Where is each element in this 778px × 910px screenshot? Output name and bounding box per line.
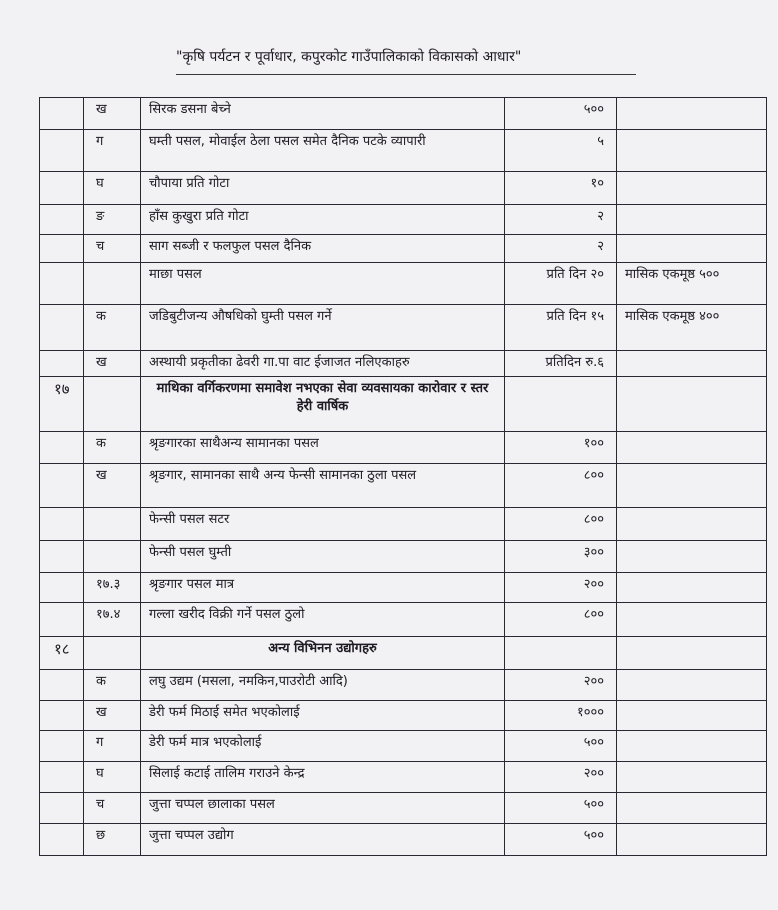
table-row [40,205,767,235]
rate-cell: २०० [505,573,617,603]
section-number-cell [40,432,84,464]
section-number-cell [40,762,84,793]
description-cell: फेन्सी पसल सटर [141,508,505,541]
sub-index-cell: घ [84,762,141,793]
description-cell: सिलाई कटाई तालिम गराउने केन्द्र [141,762,505,793]
note-cell [617,508,767,541]
fee-table-body [40,98,767,856]
description-cell: श्रृङगार, सामानका साथै अन्य फेन्सी सामानका ठुला पसल [141,464,505,508]
note-cell [617,637,767,670]
note-cell [617,670,767,701]
description-cell: जुत्ता चप्पल उद्योग [141,824,505,856]
section-number-cell: १७ [40,377,84,432]
rate-cell: ८०० [505,603,617,637]
note-cell: मासिक एकमूष्ठ ४०० [617,305,767,351]
table-row [40,305,767,351]
rate-cell: १०० [505,432,617,464]
sub-index-cell: ख [84,351,141,377]
sub-index-cell [84,541,141,573]
note-cell [617,573,767,603]
table-row [40,701,767,731]
sub-index-cell: ख [84,701,141,731]
sub-index-cell [84,377,141,432]
section-number-cell [40,824,84,856]
description-cell: जडिबुटीजन्य औषधिको घुम्ती पसल गर्ने [141,305,505,351]
section-number-cell [40,130,84,172]
note-cell: मासिक एकमूष्ठ ५०० [617,263,767,305]
table-row [40,98,767,130]
table-row [40,351,767,377]
section-number-cell [40,172,84,205]
section-number-cell [40,701,84,731]
rate-cell: प्रति दिन २० [505,263,617,305]
description-cell: माछा पसल [141,263,505,305]
header-title: "कृषि पर्यटन र पूर्वाधार, कपुरकोट गाउँपालिकाको विकासको आधार" [176,49,522,65]
rate-cell: ५०० [505,731,617,762]
table-row [40,130,767,172]
table-row [40,670,767,701]
section-number-cell [40,508,84,541]
rate-cell: २०० [505,670,617,701]
table-row [40,573,767,603]
table-row [40,731,767,762]
description-cell: घम्ती पसल, मोवाईल ठेला पसल समेत दैनिक पटके व्यापारी [141,130,505,172]
rate-cell: ५०० [505,98,617,130]
sub-index-cell: ङ [84,205,141,235]
section-number-cell [40,351,84,377]
description-cell: अन्य विभिनन उद्योगहरु [141,637,505,670]
table-row [40,172,767,205]
page-header [176,48,636,75]
sub-index-cell: क [84,670,141,701]
sub-index-cell [84,508,141,541]
section-number-cell [40,731,84,762]
rate-cell [505,637,617,670]
rate-cell: ८०० [505,508,617,541]
note-cell [617,762,767,793]
note-cell [617,731,767,762]
section-number-cell [40,305,84,351]
section-number-cell [40,464,84,508]
table-row [40,464,767,508]
sub-index-cell: ग [84,130,141,172]
description-cell: अस्थायी प्रकृतीका ढेवरी गा.पा वाट ईजाजत नलिएकाहरु [141,351,505,377]
rate-cell: ५ [505,130,617,172]
rate-cell: प्रतिदिन रु.६ [505,351,617,377]
sub-index-cell: छ [84,824,141,856]
table-row [40,603,767,637]
description-cell: गल्ला खरीद विक्री गर्ने पसल ठुलो [141,603,505,637]
note-cell [617,351,767,377]
section-number-cell [40,603,84,637]
rate-cell [505,377,617,432]
section-number-cell [40,235,84,263]
note-cell [617,235,767,263]
section-number-cell [40,541,84,573]
description-cell: लघु उद्यम (मसला, नमकिन,पाउरोटी आदि) [141,670,505,701]
table-row [40,508,767,541]
note-cell [617,172,767,205]
description-cell: जुत्ता चप्पल छालाका पसल [141,793,505,824]
note-cell [617,432,767,464]
sub-index-cell: १७.३ [84,573,141,603]
sub-index-cell: ख [84,464,141,508]
sub-index-cell: घ [84,172,141,205]
rate-cell: प्रति दिन १५ [505,305,617,351]
description-cell: फेन्सी पसल घुम्ती [141,541,505,573]
sub-index-cell: १७.४ [84,603,141,637]
section-number-cell [40,793,84,824]
section-number-cell [40,98,84,130]
rate-cell: २ [505,205,617,235]
rate-cell: २ [505,235,617,263]
note-cell [617,205,767,235]
table-row [40,263,767,305]
rate-cell: ५०० [505,824,617,856]
note-cell [617,98,767,130]
table-row [40,793,767,824]
rate-cell: ३०० [505,541,617,573]
table-row [40,541,767,573]
rate-cell: २०० [505,762,617,793]
section-number-cell: १८ [40,637,84,670]
sub-index-cell: ख [84,98,141,130]
sub-index-cell: क [84,432,141,464]
description-cell: श्रृङगार पसल मात्र [141,573,505,603]
sub-index-cell: ग [84,731,141,762]
description-cell: हाँस कुखुरा प्रति गोटा [141,205,505,235]
description-cell: डेरी फर्म मात्र भएकोलाई [141,731,505,762]
description-cell: श्रृङगारका साथैअन्य सामानका पसल [141,432,505,464]
table-row [40,824,767,856]
section-row [40,637,767,670]
rate-cell: १००० [505,701,617,731]
note-cell [617,541,767,573]
rate-cell: ८०० [505,464,617,508]
description-cell: माथिका वर्गिकरणमा समावेश नभएका सेवा व्यवसायका कारोवार र स्तर हेरी वार्षिक [141,377,505,432]
note-cell [617,377,767,432]
sub-index-cell [84,637,141,670]
note-cell [617,464,767,508]
sub-index-cell: च [84,235,141,263]
table-row [40,762,767,793]
note-cell [617,603,767,637]
note-cell [617,130,767,172]
note-cell [617,701,767,731]
description-cell: चौपाया प्रति गोटा [141,172,505,205]
section-number-cell [40,670,84,701]
fee-table [39,97,767,856]
section-number-cell [40,573,84,603]
sub-index-cell: च [84,793,141,824]
rate-cell: ५०० [505,793,617,824]
rate-cell: १० [505,172,617,205]
table-row [40,235,767,263]
note-cell [617,793,767,824]
note-cell [617,824,767,856]
description-cell: साग सब्जी र फलफुल पसल दैनिक [141,235,505,263]
sub-index-cell [84,263,141,305]
description-cell: सिरक डसना बेच्ने [141,98,505,130]
sub-index-cell: क [84,305,141,351]
section-number-cell [40,205,84,235]
section-row [40,377,767,432]
section-number-cell [40,263,84,305]
description-cell: डेरी फर्म मिठाई समेत भएकोलाई [141,701,505,731]
table-row [40,432,767,464]
